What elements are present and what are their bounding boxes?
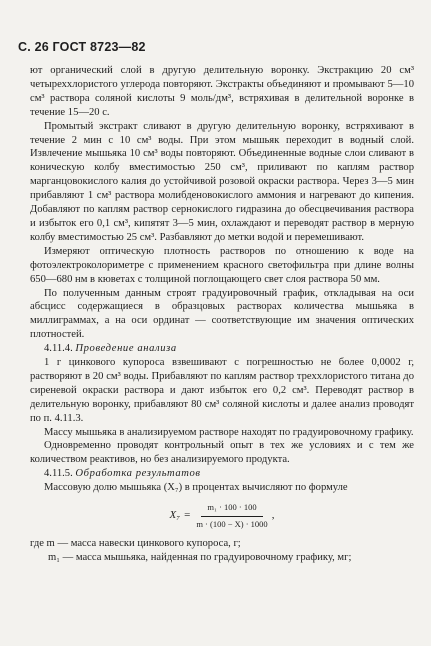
definition-item: где m — масса навески цинкового купороса, г; xyxy=(30,538,241,550)
formula-equals: = xyxy=(184,509,191,522)
paragraph: По полученным данным строят градуировочный график, откладывая на оси абсцисс содержащиеся в образцовых растворах количества мышьяка в миллиграммах, а на оси ординат — соответствующие им значения оптических плотностей. xyxy=(30,287,414,341)
definition-item: m₁ — масса мышьяка, найденная по градуировочному графику, мг; xyxy=(48,552,352,563)
section-title: Проведение анализа xyxy=(75,343,177,355)
section-number: 4.11.5. xyxy=(44,468,73,480)
paragraph: Измеряют оптическую плотность растворов по отношению к воде на фотоэлектроколориметре с применением красного светофильтра при длине волны 650—680 нм в кюветах с толщиной поглощающего свет слоя раствора 50 мм. xyxy=(30,245,414,285)
section-title: Обработка результатов xyxy=(75,468,201,480)
page-header: С. 26 ГОСТ 8723—82 xyxy=(18,40,146,54)
paragraph: Одновременно проводят контрольный опыт в тех же условиях и с тем же количеством реактивов, но без анализируемого продукта. xyxy=(30,440,414,466)
formula-comma: , xyxy=(271,509,275,522)
paragraph: Промытый экстракт сливают в другую делительную воронку, встряхивают в течение 2 мин с 10 см³ воды. При этом мышьяк переходит в водный слой. Извлечение мышьяка 10 см³ воды повторяют. Объединенные водные слои сливают в коническую колбу вместимостью 250 см³, приливают по каплям раствор марганцовокислого калия до устойчивой розовой окраски раствора. Через 3—5 мин прибавляют 1 см³ раствора молибденовокислого аммония и нагревают до кипения. Добавляют по каплям раствор сернокислого гидразина до обесцвечивания раствора и избыток его 0,1 см³, кипятят 3—5 мин, охлаждают и переводят раствор в мерную колбу вместимостью 25 см³. Разбавляют до метки водой и перемешивают. xyxy=(30,120,414,243)
section-heading-4-11-4 xyxy=(30,342,414,356)
formula-lhs: X₇ xyxy=(169,509,181,522)
paragraph: Массу мышьяка в анализируемом растворе находят по градуировочному графику. xyxy=(44,426,414,438)
section-number: 4.11.4. xyxy=(44,343,73,355)
paragraph: 1 г цинкового купороса взвешивают с погрешностью не более 0,0002 г, растворяют в 20 см³ воды. Прибавляют по каплям раствор треххлористого титана до сиреневой окраски раствора и дают избыток его 0,2 см³. Переводят раствор в делительную воронку, прибавляют 80 см³ соляной кислоты и далее анализ проводят по п. 4.11.3. xyxy=(30,357,414,424)
document-body xyxy=(30,64,414,565)
formula-fraction xyxy=(196,501,267,532)
definitions xyxy=(30,537,414,565)
formula-numerator: m₁ · 100 · 100 xyxy=(201,501,262,517)
paragraph: ют органический слой в другую делительную воронку. Экстракцию 20 см³ четыреххлористого углерода повторяют. Экстракты объединяют и промывают 5—10 см³ раствора соляной кислоты 9 моль/дм³, встряхивая в делительной воронке в течение 15—20 с. xyxy=(30,65,414,118)
formula-denominator: m · (100 − X) · 1000 xyxy=(196,518,268,529)
formula xyxy=(30,499,414,533)
section-heading-4-11-5 xyxy=(30,467,414,481)
paragraph: Массовую долю мышьяка (X₇) в процентах вычисляют по формуле xyxy=(44,482,348,494)
